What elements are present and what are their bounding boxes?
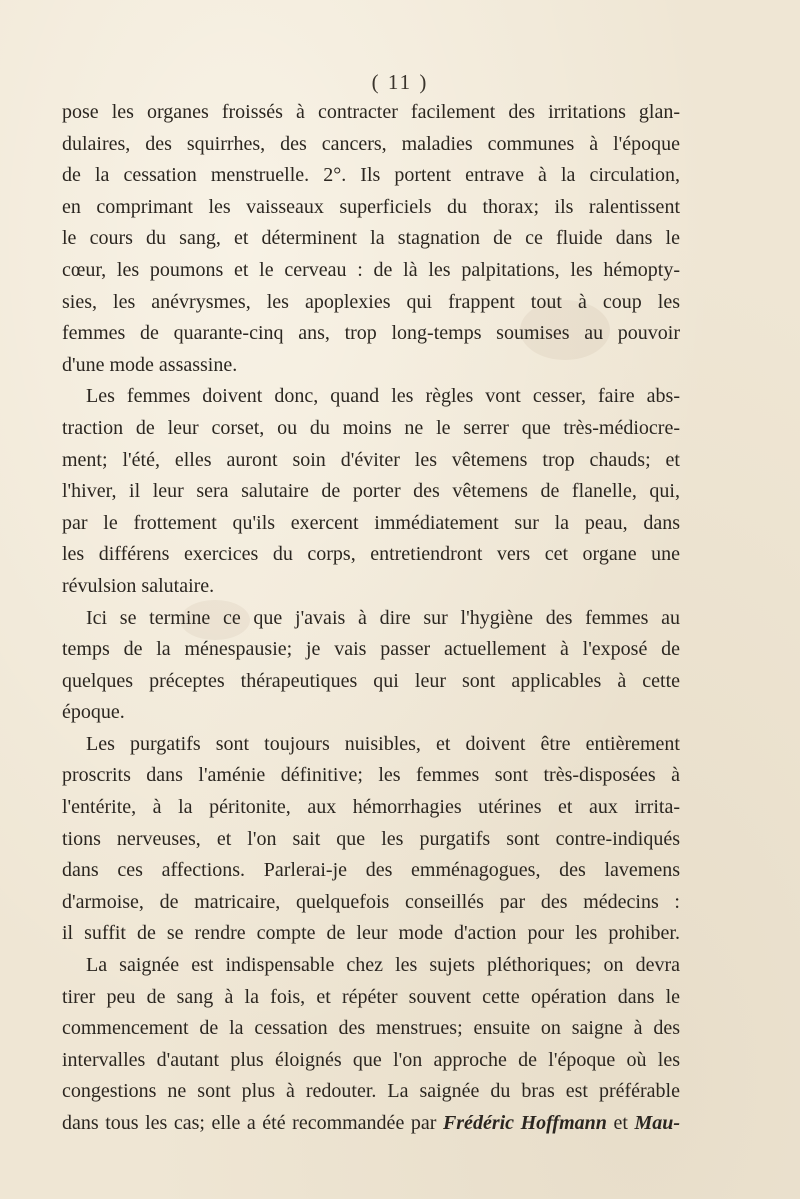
text-line: Les femmes doivent donc, quand les règles vont cesser, faire abs- [86, 385, 680, 408]
text-line: sies, les anévrysmes, les apoplexies qui frappent tout à coup les [62, 290, 680, 313]
text-line: d'armoise, de matricaire, quelquefois conseillés par des médecins : [62, 890, 680, 913]
text-line-final [62, 1108, 680, 1140]
text-line: l'entérite, à la péritonite, aux hémorrhagies utérines et aux irrita- [62, 796, 680, 819]
text-line: époque. [62, 701, 125, 724]
text-line: cœur, les poumons et le cerveau : de là les palpitations, les hémopty- [62, 258, 680, 281]
text-line: le cours du sang, et déterminent la stagnation de ce fluide dans le [62, 227, 680, 250]
author-name: Frédéric Hoffmann [442, 1112, 607, 1134]
text-line: en comprimant les vaisseaux superficiels du thorax; ils ralentissent [62, 195, 680, 218]
text-line: dans ces affections. Parlerai-je des emménagogues, des lavemens [62, 859, 680, 882]
text-line: intervalles d'autant plus éloignés que l'on approche de l'époque où les [62, 1048, 680, 1071]
text-line: ment; l'été, elles auront soin d'éviter les vêtemens trop chauds; et [62, 448, 680, 471]
text-line: d'une mode assassine. [62, 353, 238, 376]
text-line: congestions ne sont plus à redouter. La saignée du bras est préférable [62, 1080, 680, 1103]
text-line: pose les organes froissés à contracter facilement des irritations glan- [62, 101, 680, 123]
text-fragment: et [606, 1112, 635, 1134]
text-line: Ici se termine ce que j'avais à dire sur l'hygiène des femmes au [86, 606, 680, 629]
text-line: l'hiver, il leur sera salutaire de porter des vêtemens de flanelle, qui, [62, 480, 680, 503]
text-line: commencement de la cessation des menstrues; ensuite on saigne à des [62, 1017, 680, 1040]
text-line: temps de la ménespausie; je vais passer actuellement à l'exposé de [62, 638, 680, 661]
author-name: Mau- [634, 1112, 680, 1134]
page-number: ( 11 ) [371, 70, 429, 94]
text-line: de la cessation menstruelle. 2°. Ils portent entrave à la circulation, [62, 164, 680, 187]
text-line: tions nerveuses, et l'on sait que les purgatifs sont contre-indiqués [62, 827, 680, 850]
text-line: dulaires, des squirrhes, des cancers, maladies communes à l'époque [62, 132, 680, 155]
text-line: par le frottement qu'ils exercent immédiatement sur la peau, dans [62, 511, 680, 534]
text-line: Les purgatifs sont toujours nuisibles, et doivent être entièrement [86, 732, 680, 755]
text-line: quelques préceptes thérapeutiques qui leur sont applicables à cette [62, 669, 680, 692]
text-line: La saignée est indispensable chez les sujets pléthoriques; on devra [86, 954, 680, 977]
body-text [62, 97, 680, 1140]
text-line: proscrits dans l'aménie définitive; les femmes sont très-disposées à [62, 764, 680, 787]
text-line: révulsion salutaire. [62, 574, 215, 597]
text-line: il suffit de se rendre compte de leur mode d'action pour les prohiber. [62, 922, 680, 945]
text-line: traction de leur corset, ou du moins ne le serrer que très-médiocre- [62, 416, 680, 439]
text-line: femmes de quarante-cinq ans, trop long-temps soumises au pouvoir [62, 322, 680, 345]
text-line: les différens exercices du corps, entretiendront vers cet organe une [62, 543, 680, 566]
text-fragment: dans tous les cas; elle a été recommandée par [62, 1112, 443, 1134]
text-line: tirer peu de sang à la fois, et répéter souvent cette opération dans le [62, 985, 680, 1008]
